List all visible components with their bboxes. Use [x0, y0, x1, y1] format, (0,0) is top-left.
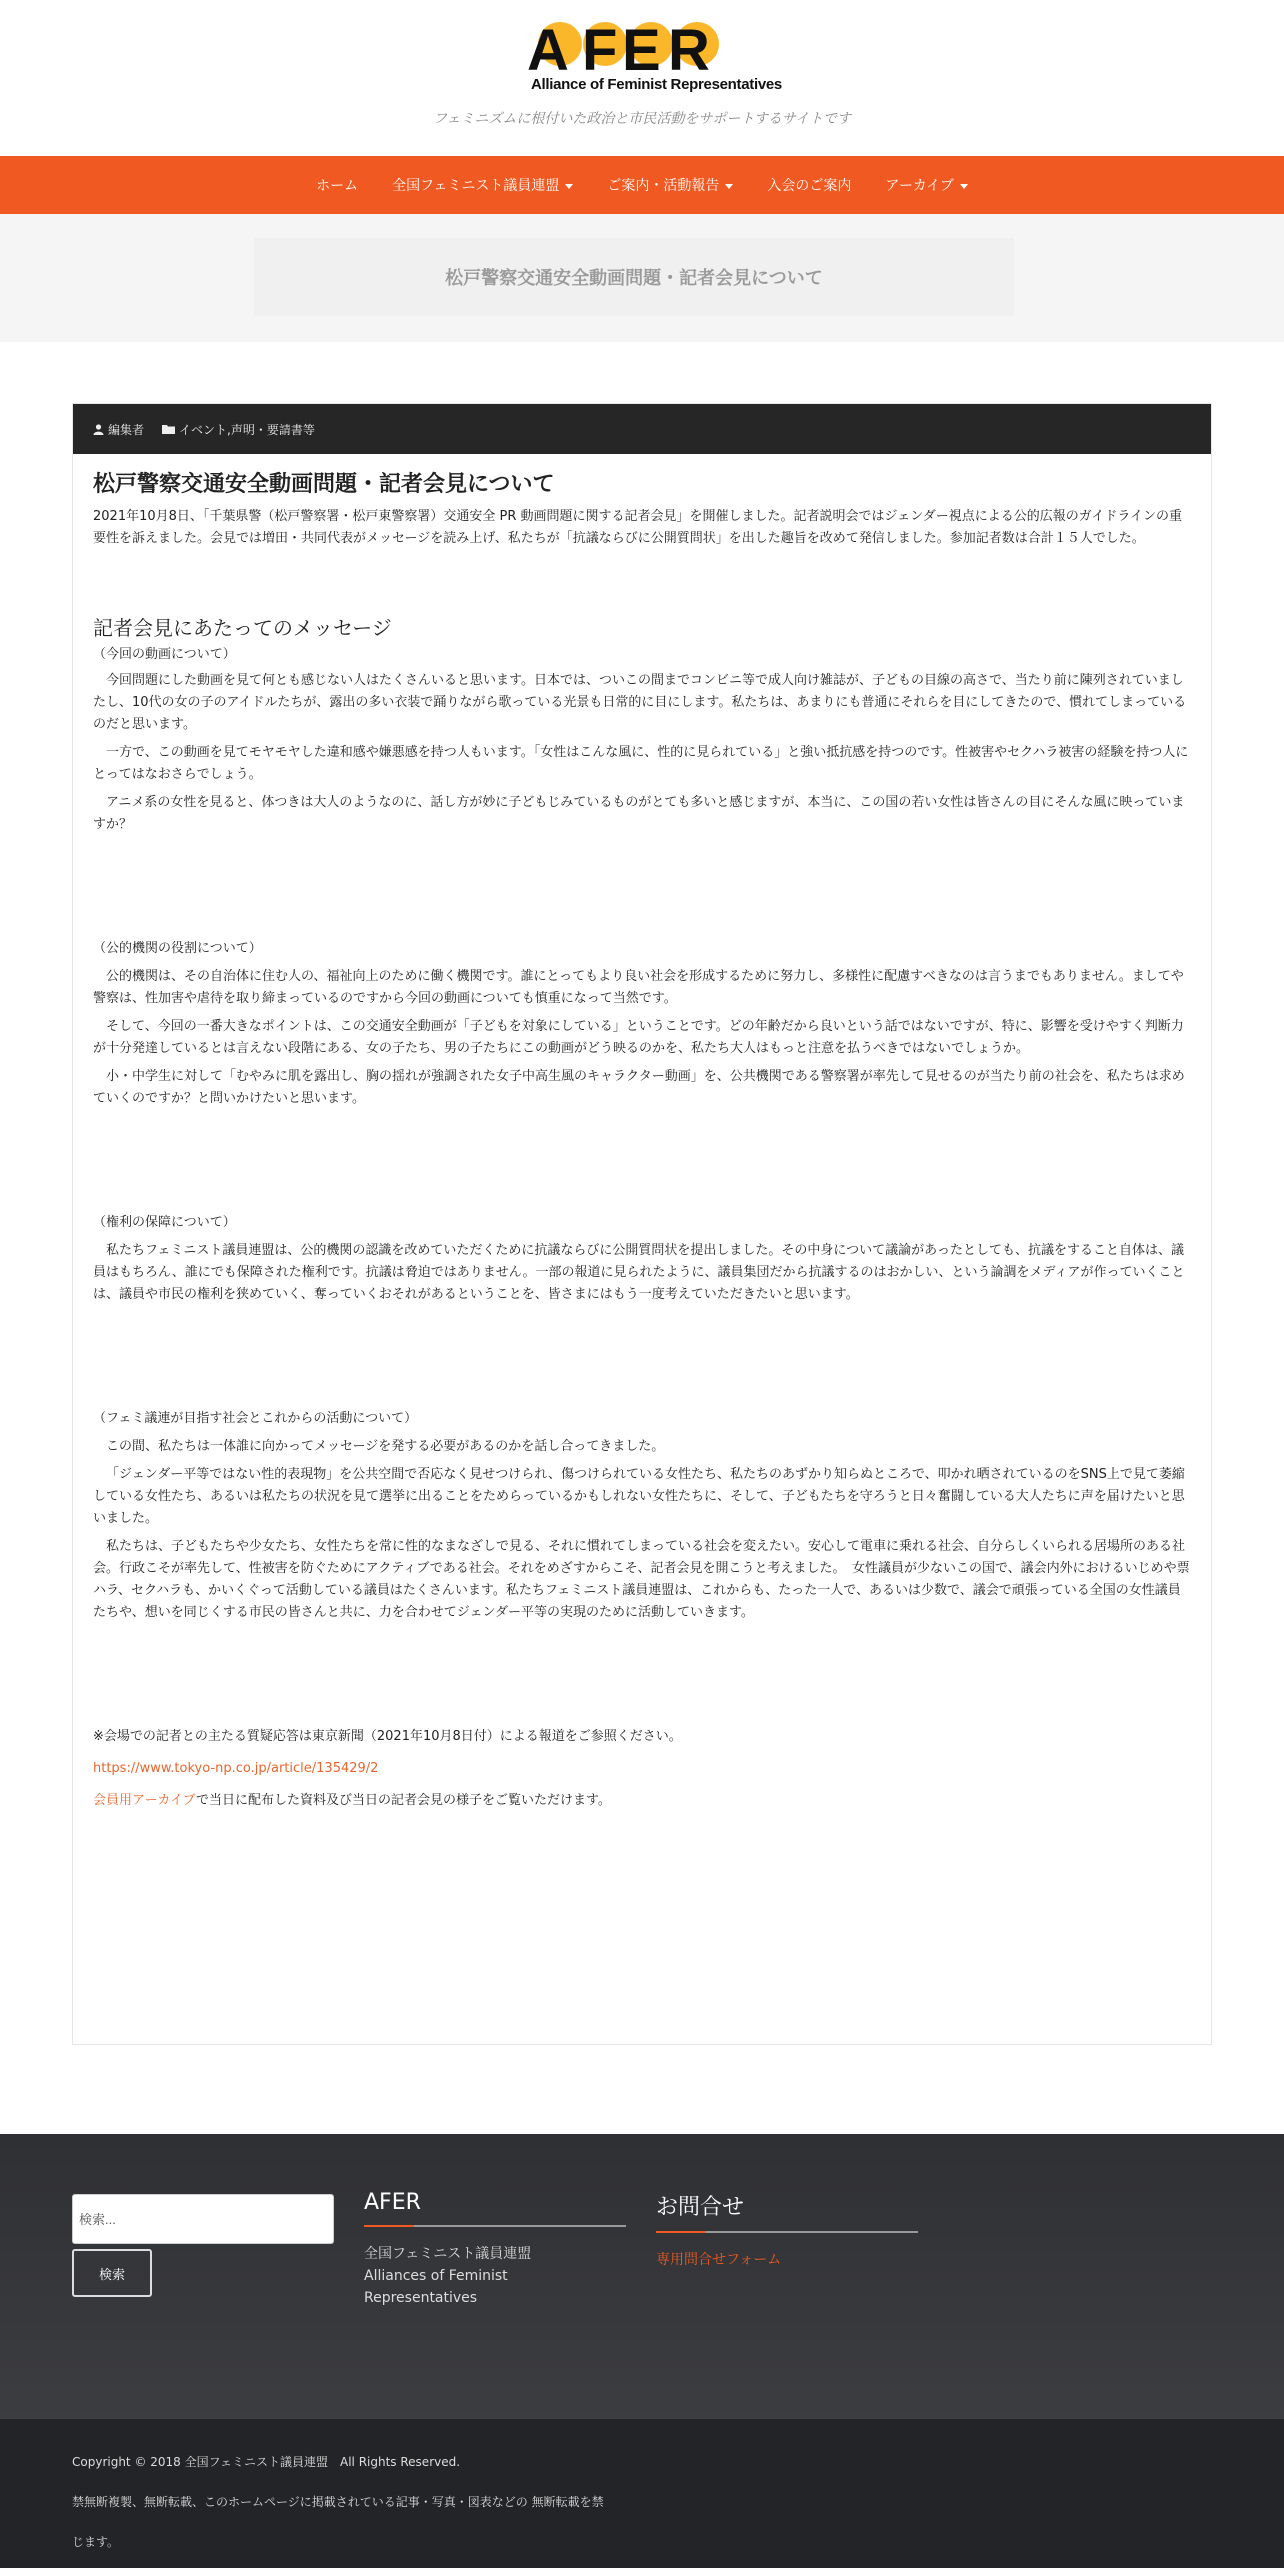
intro-paragraph: 2021年10月8日、「千葉県警（松戸警察署・松戸東警察署）交通安全 PR 動画問題に関する記者会見」を開催しました。記者説明会ではジェンダー視点による公的広報のガイドラインの重要性を訴えました。会見では増田・共同代表がメッセージを読み上げ、私たちが「抗議ならびに公開質問状」を出した趣旨を改めて発信しました。参加記者数は合計１５人でした。	[93, 509, 1182, 546]
nav-item-home[interactable]: ホーム	[316, 178, 359, 194]
section-heading: （フェミ議連が目指す社会とこれからの活動について）	[93, 1411, 418, 1426]
site-tagline: フェミニズムに根付いた政治と市民活動をサポートするサイトです	[433, 111, 851, 127]
contact-form-link[interactable]: 専用問合せフォーム	[656, 2252, 782, 2268]
svg-text:R: R	[668, 18, 710, 74]
article-card	[72, 403, 1212, 2045]
paragraph: 私たちフェミニスト議員連盟は、公的機関の認識を改めていただくために抗議ならびに公開質問状を提出しました。その中身について議論があったとしても、抗議をすること自体は、議員はもちろん、誰にでも保障された権利です。抗議は脅迫ではありません。一部の報道に見られたように、議員集団だから抗議するのはおかしい、という論調をメディアが作っていくことは、議員や市民の権利を狭めていく、奪っていくおそれがあるということを、皆さまにはもう一度考えていただきたいと思います。	[93, 1243, 1185, 1302]
page-title-box	[254, 238, 1014, 316]
footer-contact-heading: お問合せ	[656, 2190, 918, 2233]
afer-logo-graphic	[525, 18, 735, 74]
copyright-text: Copyright © 2018 全国フェミニスト議員連盟 All Rights Reserved.	[72, 2455, 461, 2469]
nav-item-activity-reports[interactable]: ご案内・活動報告	[590, 175, 750, 195]
section-heading: （権利の保障について）	[93, 1215, 236, 1230]
svg-text:E: E	[622, 18, 661, 74]
paragraph: 今回問題にした動画を見て何とも感じない人はたくさんいると思います。日本では、ついこの間までコンビニ等で成人向け雑誌が、子どもの目線の高さで、当たり前に陳列されていましたし、10代の女の子のアイドルたちが、露出の多い衣装で踊りながら歌っている光景も日常的に目にします。私たちは、あまりにも普通にそれらを目にしてきたので、慣れてしまっているのだと思います。	[93, 673, 1187, 732]
nav-item-federation[interactable]: 全国フェミニスト議員連盟	[375, 175, 590, 195]
meta-author[interactable]: 編集者	[93, 421, 144, 438]
paragraph: そして、今回の一番大きなポイントは、この交通安全動画が「子どもを対象にしている」ということです。どの年齢だから良いという話ではないですが、特に、影響を受けやすく判断力が十分発達しているとは言えない段階にある、女の子たち、男の子たちにこの動画がどう映るのかを、私たち大人はもっと注意を払うべきではないでしょうか。	[93, 1019, 1184, 1056]
paragraph: 公的機関は、その自治体に住む人の、福祉向上のために働く機関です。誰にとってもより良い社会を形成するために努力し、多様性に配慮すべきなのは言うまでもありません。ましてや警察は、性加害や虐待を取り締まっているのですから今回の動画についても慎重になって当然です。	[93, 969, 1184, 1006]
footer-about-heading: AFER	[364, 2190, 626, 2227]
paragraph: 「ジェンダー平等ではない性的表現物」を公共空間で否応なく見せつけられ、傷つけられている女性たち、私たちのあずかり知らぬところで、叩かれ晒されているのをSNS上で見て萎縮している女性たち、あるいは私たちの状況を見て選挙に出ることをためらっているかもしれない女性たちに、そして、子どもたちを守ろうと日々奮闘している大人たちに声を届けたいと思いました。	[93, 1467, 1185, 1526]
paragraph: 一方で、この動画を見てモヤモヤした違和感や嫌悪感を持つ人もいます。「女性はこんな風に、性的に見られている」と強い抵抗感を持つのです。性被害やセクハラ被害の経験を持つ人にとってはなおさらでしょう。	[93, 745, 1189, 782]
footer-bottom-bar	[0, 2419, 1284, 2568]
article-meta-bar	[73, 404, 1211, 454]
archive-note: 会員用アーカイブで当日に配布した資料及び当日の記者会見の様子をご覧いただけます。	[93, 1793, 611, 1808]
post-title: 松戸警察交通安全動画問題・記者会見について	[93, 472, 555, 497]
archive-link[interactable]: 会員用アーカイブ	[93, 1793, 196, 1808]
svg-text:A: A	[527, 18, 569, 74]
paragraph: 私たちは、子どもたちや少女たち、女性たちを常に性的なまなざしで見る、それに慣れてしまっている社会を変えたい。安心して電車に乗れる社会、自分らしくいられる居場所のある社会。行政こそが率先して、性被害を防ぐためにアクティブである社会。それをめざすからこそ、記者会見を開こうと考えました。 女性議員が少ないこの国で、議会内外におけるいじめや票ハラ、セクハラも、かいくぐって活動している議員はたくさんいます。私たちフェミニスト議員連盟は、これからも、たった一人で、あるいは少数で、議会で頑張っている全国の女性議員たちや、想いを同じくする市民の皆さんと共に、力を合わせてジェンダー平等の実現のために活動していきます。	[93, 1539, 1190, 1620]
paragraph: この間、私たちは一体誰に向かってメッセージを発する必要があるのかを話し合ってきました。	[106, 1439, 665, 1454]
footer-about-text: 全国フェミニスト議員連盟 Alliances of Feminist Representatives	[364, 2246, 532, 2306]
section-heading: （今回の動画について）	[93, 647, 236, 662]
logo-subtitle: Alliance of Feminist Representatives	[531, 76, 782, 93]
search-button[interactable]: 検索	[72, 2249, 152, 2297]
paragraph: 小・中学生に対して「むやみに肌を露出し、胸の揺れが強調された女子中高生風のキャラクター動画」を、公共機関である警察署が率先して見せるのが当たり前の社会を、私たちは求めていくのですか？と問いかけたいと思います。	[93, 1069, 1185, 1106]
meta-category[interactable]: イベント,声明・要請書等	[162, 421, 315, 438]
search-input[interactable]	[72, 2194, 334, 2244]
main-navigation	[0, 156, 1284, 214]
folder-icon	[162, 424, 175, 434]
chevron-down-icon	[960, 184, 968, 189]
site-footer	[0, 2134, 1284, 2419]
article-content	[73, 470, 1211, 1812]
page-title: 松戸警察交通安全動画問題・記者会見について	[445, 268, 823, 289]
message-heading: 記者会見にあたってのメッセージ	[93, 616, 392, 640]
user-icon	[93, 424, 104, 435]
footer-contact-column	[656, 2190, 918, 2269]
chevron-down-icon	[725, 184, 733, 189]
site-header	[0, 0, 1284, 156]
svg-text:F: F	[582, 18, 618, 74]
reference-note: ※会場での記者との主たる質疑応答は東京新聞（2021年10月8日付）による報道をご参照ください。	[93, 1729, 682, 1744]
nav-item-membership[interactable]: 入会のご案内	[767, 178, 852, 194]
site-logo[interactable]	[525, 18, 782, 98]
nav-item-archive[interactable]: アーカイブ	[868, 175, 984, 195]
footer-about-column	[364, 2190, 626, 2309]
section-heading: （公的機関の役割について）	[93, 941, 262, 956]
reference-link[interactable]: https://www.tokyo-np.co.jp/article/135429/2	[93, 1761, 379, 1776]
paragraph: アニメ系の女性を見ると、体つきは大人のようなのに、話し方が妙に子どもじみているものがとても多いと感じますが、本当に、この国の若い女性は皆さんの目にそんな風に映っていますか？	[93, 795, 1185, 832]
page-title-band	[0, 214, 1284, 342]
chevron-down-icon	[565, 184, 573, 189]
copy-notice-cont: じます。	[72, 2535, 120, 2549]
copy-notice: 禁無断複製、無断転載、このホームページに掲載されている記事・写真・図表などの 無断転載を禁	[72, 2495, 604, 2509]
